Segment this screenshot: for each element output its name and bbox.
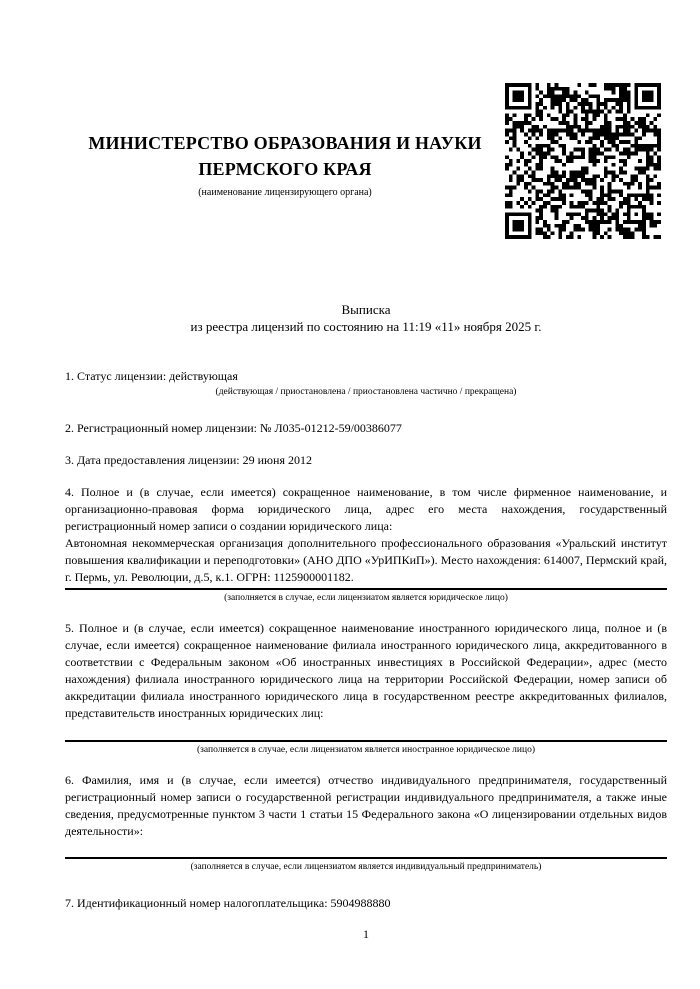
status-options-caption: (действующая / приостановлена / приостановлена частично / прекращена) xyxy=(215,387,517,397)
ministry-name-line1: МИНИСТЕРСТВО ОБРАЗОВАНИЯ И НАУКИ xyxy=(88,133,482,153)
document-subtitle: из реестра лицензий по состоянию на 11:19 «11» ноября 2025 г. xyxy=(190,319,542,334)
license-date-line: 3. Дата предоставления лицензии: 29 июня 2012 xyxy=(65,453,312,467)
page-number: 1 xyxy=(363,927,369,941)
document-title: Выписка xyxy=(341,302,391,317)
entrepreneur-label: 6. Фамилия, имя и (в случае, если имеется) отчество индивидуального предпринимателя, государственный регистрационный номер записи о государственной регистрации индивидуального предпринимателя, а также иные сведения, предусмотренные пунктом 3 части 1 статьи 15 Федерального закона «О лицензировании отдельных видов деятельности»: xyxy=(65,773,667,838)
legal-entity-section xyxy=(65,484,667,586)
qr-code xyxy=(505,83,661,239)
license-status-line: 1. Статус лицензии: действующая xyxy=(65,369,238,383)
registration-number-line: 2. Регистрационный номер лицензии: № Л035-01212-59/00386077 xyxy=(65,421,402,435)
legal-entity-value: Автономная некоммерческая организация дополнительного профессионального образования «Уральский институт повышения квалификации и переподготовки» (АНО ДПО «УрИПКиП»). Место нахождения: 614007, Пермский край, г. Пермь, ул. Революции, д.5, к.1. ОГРН: 1125900001182. xyxy=(65,536,667,584)
legal-entity-field-line xyxy=(65,588,667,590)
ministry-name-line2: ПЕРМСКОГО КРАЯ xyxy=(198,159,372,179)
entrepreneur-field-line xyxy=(65,857,667,859)
foreign-entity-field-line xyxy=(65,740,667,742)
legal-entity-caption: (заполняется в случае, если лицензиатом является юридическое лицо) xyxy=(224,593,508,603)
licensing-authority-caption: (наименование лицензирующего органа) xyxy=(198,187,372,198)
foreign-entity-caption: (заполняется в случае, если лицензиатом является иностранное юридическое лицо) xyxy=(197,745,535,755)
entrepreneur-caption: (заполняется в случае, если лицензиатом является индивидуальный предприниматель) xyxy=(190,862,542,872)
legal-entity-label: 4. Полное и (в случае, если имеется) сокращенное наименование, в том числе фирменное наименование, и организационно-правовая форма юридического лица, адрес его места нахождения, государственный регистрационный номер записи о создании юридического лица: xyxy=(65,485,667,533)
document-title-block xyxy=(65,301,667,335)
taxpayer-id-line: 7. Идентификационный номер налогоплательщика: 5904988880 xyxy=(65,896,391,910)
licensing-authority-header xyxy=(65,130,505,199)
foreign-entity-label: 5. Полное и (в случае, если имеется) сокращенное наименование иностранного юридического лица, полное и (в случае, если имеется) сокращенное наименование филиала иностранного юридического лица, аккредитованного в соответствии с Федеральным законом «Об иностранных инвестициях в Российской Федерации», адрес (место нахождения) филиала иностранного юридического лица на территории Российской Федерации, номер записи об аккредитации филиала иностранного юридического лица в государственном реестре аккредитованных филиалов, представительств иностранных юридических лиц: xyxy=(65,621,667,720)
